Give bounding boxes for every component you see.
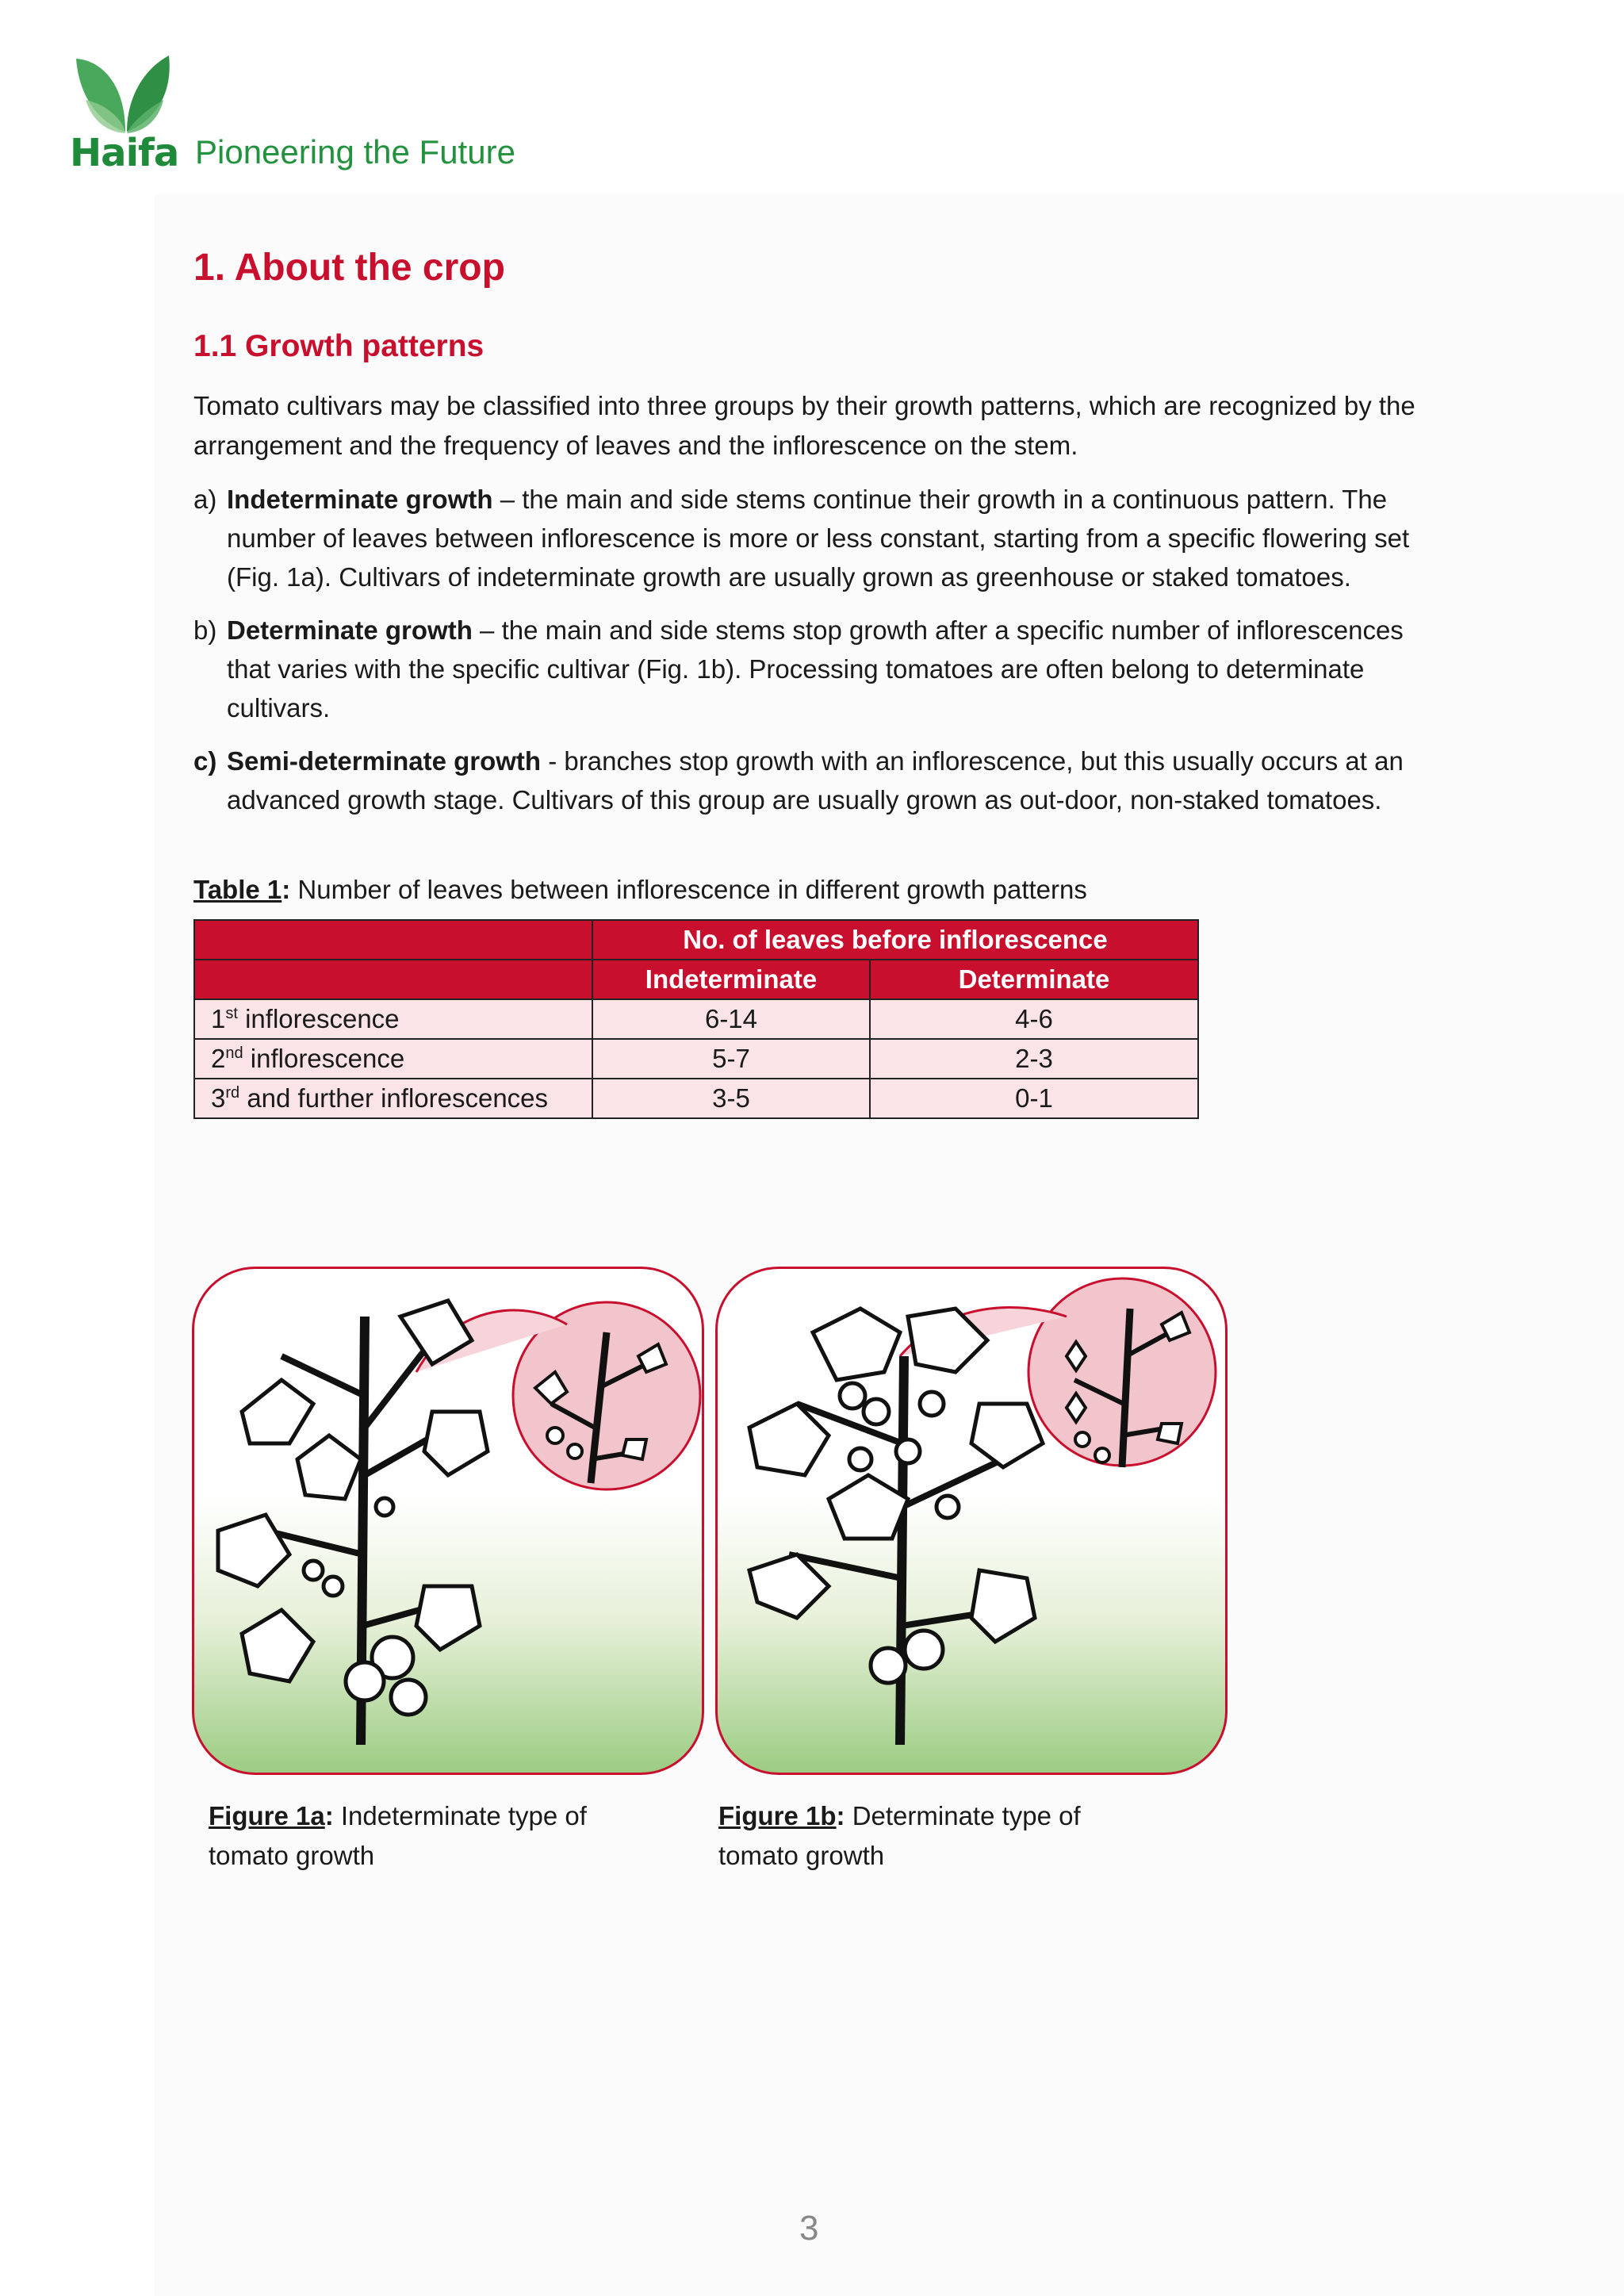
table-corner-cell	[194, 960, 592, 999]
figure-label: Figure 1a	[209, 1801, 325, 1830]
figure-determinate-plant	[715, 1267, 1228, 1775]
figure-1a-caption: Figure 1a: Indeterminate type of tomato growth	[209, 1801, 587, 1870]
table-col-header: Indeterminate	[592, 960, 870, 999]
table-row	[194, 1039, 1198, 1079]
item-term: Determinate growth	[227, 615, 473, 645]
list-item	[193, 480, 1446, 596]
table-row-label: 3rd and further inflorescences	[194, 1079, 592, 1118]
table-cell: 0-1	[870, 1079, 1198, 1118]
page-number: 3	[799, 2209, 819, 2248]
list-item	[193, 742, 1446, 819]
brand-wordmark: Haifa	[70, 131, 179, 175]
section-subtitle: 1.1 Growth patterns	[193, 329, 485, 363]
item-text: – the main and side stems continue their growth in a continuous pattern. The number of leaves between inflorescence is more or less constant, starting from a specific flowering set (Fig. 1a). Cultivars of indeterminate growth are usually grown as greenhouse or staked tomatoes.	[227, 485, 1410, 592]
table-row	[194, 999, 1198, 1039]
table-cell: 2-3	[870, 1039, 1198, 1079]
item-text: – the main and side stems stop growth after a specific number of inflorescences that varies with the specific cultivar (Fig. 1b). Processing tomatoes are often belong to determinate cultivars.	[227, 615, 1404, 723]
table-corner-cell	[194, 920, 592, 960]
item-text: - branches stop growth with an inflorescence, but this usually occurs at an advanced growth stage. Cultivars of this group are usually grown as out-door, non-staked tomatoes.	[227, 746, 1404, 815]
item-marker: b)	[193, 615, 217, 645]
table-cell: 4-6	[870, 999, 1198, 1039]
table-cell: 5-7	[592, 1039, 870, 1079]
item-term: Indeterminate growth	[227, 485, 493, 514]
leaves-table	[193, 919, 1199, 1119]
tomato-plant-illustration	[194, 1269, 702, 1773]
figure-1b-caption: Figure 1b: Determinate type of tomato growth	[718, 1801, 1081, 1870]
item-marker: c)	[193, 746, 217, 776]
figure-label: Figure 1b	[718, 1801, 837, 1830]
main-content	[193, 246, 1446, 1119]
figure-indeterminate-plant	[192, 1267, 704, 1775]
figure-caption-text: Determinate type of tomato growth	[718, 1801, 1081, 1870]
table-row-label: 1st inflorescence	[194, 999, 592, 1039]
table-row	[194, 1079, 1198, 1118]
item-marker: a)	[193, 485, 217, 514]
list-item	[193, 611, 1446, 727]
table-caption-colon: :	[282, 875, 291, 904]
table-group-header: No. of leaves before inflorescence	[592, 920, 1198, 960]
tagline: Pioneering the Future	[195, 133, 515, 171]
table-caption-label: Table 1	[193, 875, 282, 904]
table-caption	[193, 875, 1446, 905]
table-caption-text: Number of leaves between inflorescence in different growth patterns	[290, 875, 1087, 904]
section-title: 1. About the crop	[193, 247, 505, 289]
table-col-header: Determinate	[870, 960, 1198, 999]
table-cell: 6-14	[592, 999, 870, 1039]
figure-caption-text: Indeterminate type of tomato growth	[209, 1801, 587, 1870]
intro-paragraph: Tomato cultivars may be classified into three groups by their growth patterns, which are recognized by the arrangement and the frequency of leaves and the inflorescence on the stem.	[193, 391, 1415, 460]
table-cell: 3-5	[592, 1079, 870, 1118]
tomato-plant-illustration	[718, 1269, 1225, 1773]
table-row-label: 2nd inflorescence	[194, 1039, 592, 1079]
item-term: Semi-determinate growth	[227, 746, 542, 776]
